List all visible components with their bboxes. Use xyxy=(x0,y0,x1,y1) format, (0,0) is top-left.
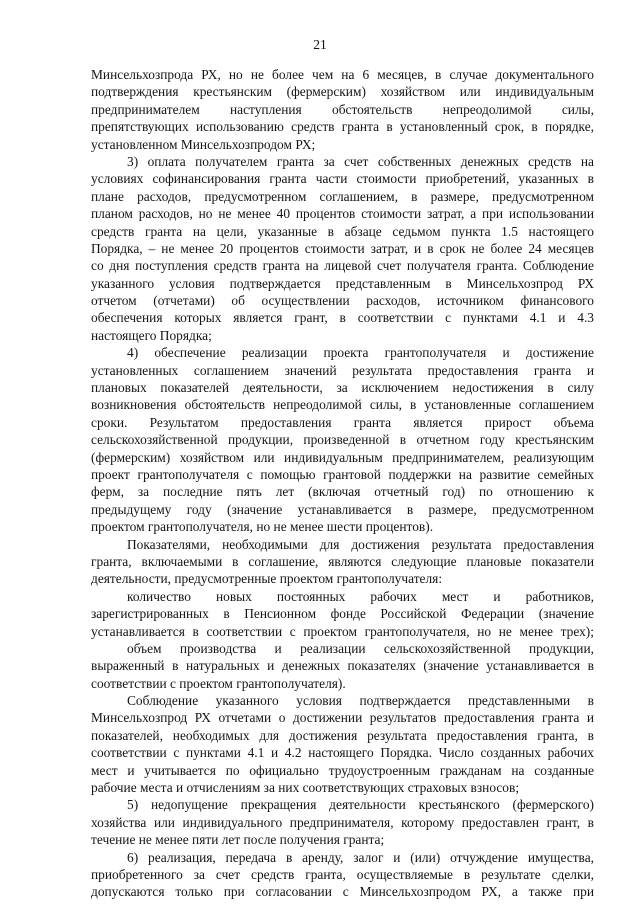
text-line: сельскохозяйственной продукции, произведенной в отчетном году крестьянским xyxy=(91,432,594,448)
text-line: возникновения обстоятельств непреодолимой силы, в установленные соглашением xyxy=(91,397,594,413)
text-line: показателей, необходимых для достижения результата предоставления гранта, в xyxy=(91,727,594,743)
text-line: проектом грантополучателя, но не менее шести процентов). xyxy=(91,519,434,535)
text-line: проект грантополучателя с помощью грантовой поддержки на развитие семейных xyxy=(91,466,594,482)
text-line: Порядка, – не менее 20 процентов стоимости затрат, и в срок не более 24 месяцев xyxy=(91,240,594,256)
text-line: Показателями, необходимыми для достижения результата предоставления xyxy=(127,536,594,552)
page-number: 21 xyxy=(313,37,327,52)
text-line: ферм, за последние пять лет (включая отчетный год) по отношению к xyxy=(91,484,594,500)
text-line: Минсельхозпрод РХ отчетами о достижении результатов предоставления гранта и xyxy=(91,710,594,726)
text-line: гранта, включаемыми в соглашение, являются следующие плановые показатели xyxy=(91,553,594,569)
text-line: объем производства и реализации сельскохозяйственной продукции, xyxy=(127,640,594,656)
text-line: устанавливается в соответствии с проектом грантополучателя, но не менее трех); xyxy=(91,623,594,639)
text-line: хозяйства или индивидуального предпринимателя, которому предоставлен грант, в xyxy=(91,814,594,830)
text-line: условиях софинансирования гранта части стоимости приобретений, указанных в xyxy=(91,171,594,187)
text-line: Минсельхозпрода РХ, но не более чем на 6 месяцев, в случае документального xyxy=(91,67,594,82)
text-line: приобретенного за счет средств гранта, осуществляемые в результате сделки, xyxy=(91,866,594,882)
text-line: 4) обеспечение реализации проекта грантополучателя и достижение xyxy=(127,345,594,361)
text-line: 6) реализация, передача в аренду, залог и (или) отчуждение имущества, xyxy=(127,849,594,865)
text-line: планом расходов, но не менее 40 процентов стоимости затрат, а при использовании xyxy=(91,206,594,222)
text-line: предыдущему году (значение устанавливается в размере, предусмотренном xyxy=(91,501,594,517)
text-line: соответствии с пунктами 4.1 и 4.2 настоящего Порядка. Число созданных рабочих xyxy=(91,745,594,761)
text-line: установленных соглашением значений результата предоставления гранта и xyxy=(91,362,594,378)
text-line: мест и учитывается по официально трудоустроенным гражданам на созданные xyxy=(91,762,594,778)
text-line: плановых показателей деятельности, за исключением недостижения в силу xyxy=(91,380,594,396)
text-line: допускаются только при согласовании с Минсельхозпродом РХ, а также при xyxy=(91,884,594,900)
text-line: указанного условия подтверждается представленным в Минсельхозпрод РХ xyxy=(91,275,594,291)
text-line: рабочие места и отчислениям за них соответствующих страховых взносов; xyxy=(91,780,520,796)
text-line: (фермерским) хозяйством или индивидуальным предпринимателем, реализующим xyxy=(91,449,594,465)
text-line: настоящего Порядка; xyxy=(91,327,212,343)
text-line: 5) недопущение прекращения деятельности крестьянского (фермерского) xyxy=(127,797,594,813)
text-line: установленном Минсельхозпродом РХ; xyxy=(91,136,316,152)
text-line: соответствии с проектом грантополучателя). xyxy=(91,675,346,691)
text-line: предпринимателем наступления обстоятельств непреодолимой силы, xyxy=(91,101,594,117)
text-line: Соблюдение указанного условия подтверждается представленными в xyxy=(127,693,594,709)
text-line: зарегистрированных в Пенсионном фонде Российской Федерации (значение xyxy=(91,606,594,622)
text-line: плане расходов, предусмотренном соглашением, в размере, предусмотренном xyxy=(91,188,594,204)
text-line: средств гранта на цели, указанные в абзаце седьмом пункта 1.5 настоящего xyxy=(91,223,594,239)
text-line: течение не менее пяти лет после получения гранта; xyxy=(91,832,385,848)
text-line: 3) оплата получателем гранта за счет собственных денежных средств на xyxy=(127,153,594,169)
text-line: сроки. Результатом предоставления гранта является прирост объема xyxy=(91,414,594,430)
text-line: выраженный в натуральных и денежных показателях (значение устанавливается в xyxy=(91,658,594,674)
document-body xyxy=(91,66,594,901)
text-line: отчетом (отчетами) об осуществлении расходов, источником финансового xyxy=(91,293,594,309)
text-line: препятствующих использованию средств гранта в установленный срок, в порядке, xyxy=(91,119,594,135)
text-line: подтверждения крестьянским (фермерским) хозяйством или индивидуальным xyxy=(91,84,594,100)
text-line: количество новых постоянных рабочих мест и работников, xyxy=(127,588,594,604)
text-line: деятельности, предусмотренные проектом грантополучателя: xyxy=(91,571,443,587)
text-line: со дня поступления средств гранта на лицевой счет получателя гранта. Соблюдение xyxy=(91,258,594,274)
text-line: обеспечения которых является грант, в соответствии с пунктами 4.1 и 4.3 xyxy=(91,310,594,326)
